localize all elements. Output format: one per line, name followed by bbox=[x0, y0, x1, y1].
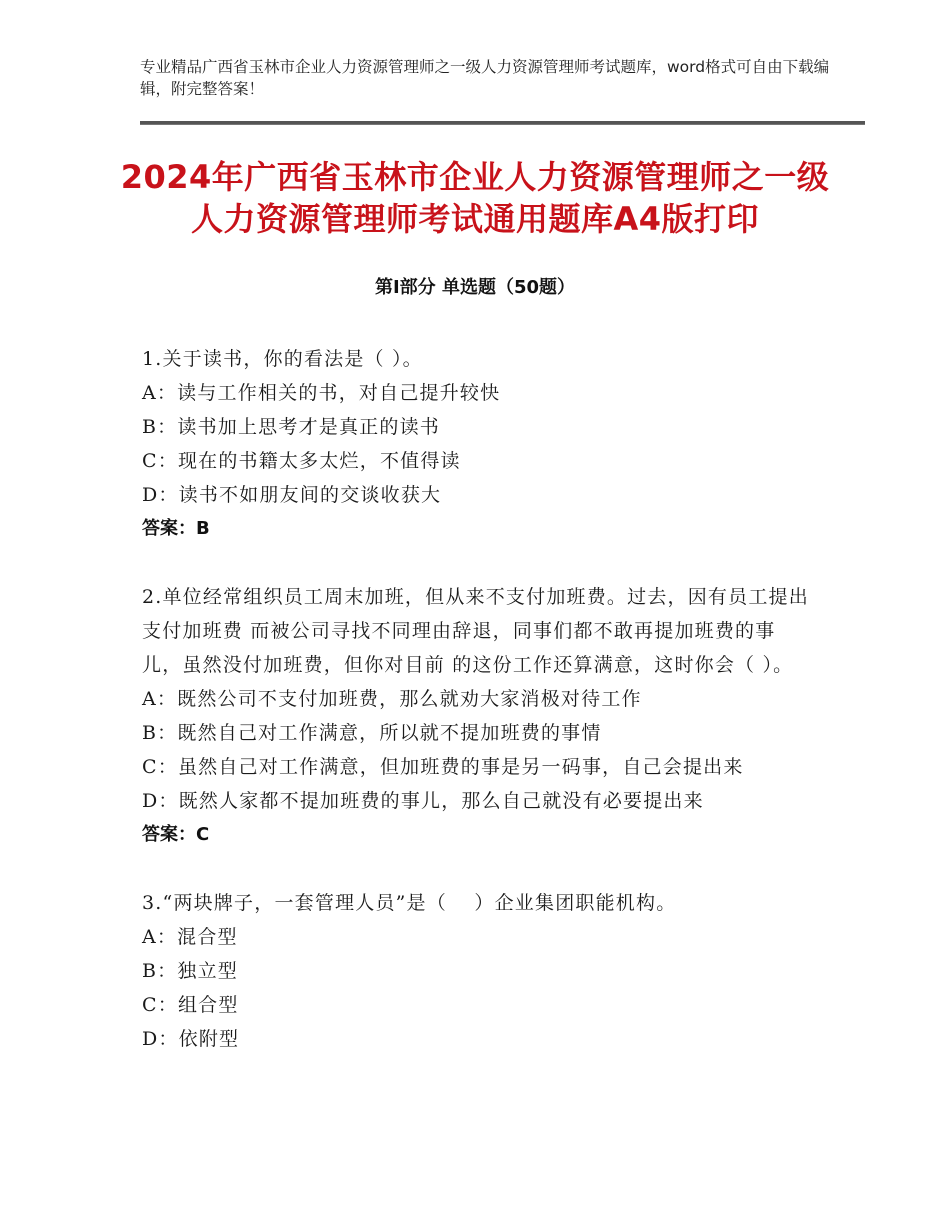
option-b: B：独立型 bbox=[142, 960, 238, 982]
option-a: A：混合型 bbox=[142, 926, 238, 948]
answer: 答案：C bbox=[142, 824, 210, 845]
option-d: D：依附型 bbox=[142, 1028, 240, 1050]
option-d: D：读书不如朋友间的交谈收获大 bbox=[142, 484, 442, 506]
option-c: C：现在的书籍太多太烂，不值得读 bbox=[142, 450, 461, 472]
question-stem: 3.“两块牌子，一套管理人员”是（ ）企业集团职能机构。 bbox=[142, 892, 677, 914]
option-b: B：读书加上思考才是真正的读书 bbox=[142, 416, 440, 438]
question-1 bbox=[142, 342, 810, 546]
option-c: C：虽然自己对工作满意，但加班费的事是另一码事，自己会提出来 bbox=[142, 756, 744, 778]
option-a: A：读与工作相关的书，对自己提升较快 bbox=[142, 382, 501, 404]
option-b: B：既然自己对工作满意，所以就不提加班费的事情 bbox=[142, 722, 602, 744]
answer: 答案：B bbox=[142, 518, 210, 539]
question-2 bbox=[142, 580, 810, 852]
question-list bbox=[142, 342, 810, 1090]
header-note: 专业精品广西省玉林市企业人力资源管理师之一级人力资源管理师考试题库，word格式可自由下载编辑，附完整答案！ bbox=[140, 58, 830, 98]
question-stem: 2.单位经常组织员工周末加班，但从来不支付加班费。过去，因有员工提出支付加班费 而被公司寻找不同理由辞退，同事们都不敢再提加班费的事儿，虽然没付加班费，但你对目前 的这份工作还算满意，这时你会（ ）。 bbox=[142, 586, 809, 676]
header-divider bbox=[140, 121, 865, 125]
option-d: D：既然人家都不提加班费的事儿，那么自己就没有必要提出来 bbox=[142, 790, 704, 812]
option-c: C：组合型 bbox=[142, 994, 239, 1016]
question-3 bbox=[142, 886, 810, 1056]
section-title: 第Ⅰ部分 单选题（50题） bbox=[374, 277, 575, 298]
document-title: 2024年广西省玉林市企业人力资源管理师之一级人力资源管理师考试通用题库A4版打印 bbox=[120, 158, 830, 238]
question-stem: 1.关于读书，你的看法是（ ）。 bbox=[142, 348, 423, 370]
option-a: A：既然公司不支付加班费，那么就劝大家消极对待工作 bbox=[142, 688, 642, 710]
